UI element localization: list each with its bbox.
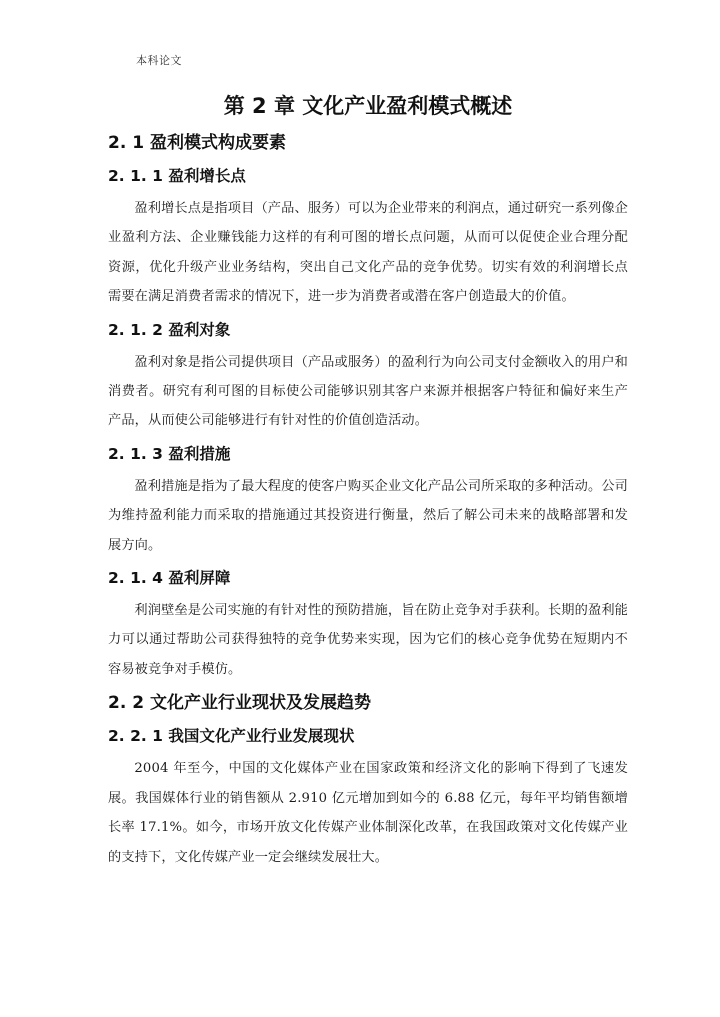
header-rule xyxy=(108,70,628,71)
subsection-title-2-1-1: 2. 1. 1 盈利增长点 xyxy=(108,167,246,185)
document-body xyxy=(108,88,628,876)
subsection-title-2-1-2: 2. 1. 2 盈利对象 xyxy=(108,320,231,339)
paragraph-2-1-4: 利润壁垒是公司实施的有针对性的预防措施，旨在防止竞争对手获利。长期的盈利能力可以通过帮助公司获得独特的竞争优势来实现，因为它们的核心竞争优势在短期内不容易被竞争对手模仿。 xyxy=(108,603,628,677)
paragraph-2-1-1: 盈利增长点是指项目（产品、服务）可以为企业带来的利润点，通过研究一系列像企业盈利方法、企业赚钱能力这样的有利可图的增长点问题，从而可以促使企业合理分配资源，优化升级产业业务结构，突出自己文化产品的竞争优势。切实有效的利润增长点需要在满足消费者需求的情况下，进一步为消费者或潜在客户创造最大的价值。 xyxy=(108,201,628,305)
running-header: 本科论文 xyxy=(136,54,182,67)
subsection-title-2-2-1: 2. 2. 1 我国文化产业行业发展现状 xyxy=(108,727,355,746)
paragraph-2-1-2: 盈利对象是指公司提供项目（产品或服务）的盈利行为向公司支付金额收入的用户和消费者。研究有利可图的目标使公司能够识别其客户来源并根据客户特征和偏好来生产产品，从而使公司能够进行有针对性的价值创造活动。 xyxy=(108,354,628,429)
section-title-2-1: 2. 1 盈利模式构成要素 xyxy=(108,133,286,153)
subsection-title-2-1-3: 2. 1. 3 盈利措施 xyxy=(108,444,231,463)
chapter-title: 第 2 章 文化产业盈利模式概述 xyxy=(223,94,513,118)
subsection-title-2-1-4: 2. 1. 4 盈利屏障 xyxy=(108,569,231,588)
paragraph-2-1-3: 盈利措施是指为了最大程度的使客户购买企业文化产品公司所采取的多种活动。公司为维持盈利能力而采取的措施通过其投资进行衡量，然后了解公司未来的战略部署和发展方向。 xyxy=(108,478,628,553)
section-title-2-2: 2. 2 文化产业行业现状及发展趋势 xyxy=(108,693,371,714)
paragraph-2-2-1: 2004 年至今，中国的文化媒体产业在国家政策和经济文化的影响下得到了飞速发展。我国媒体行业的销售额从 2.910 亿元增加到如今的 6.88 亿元，每年平均销售额增长率 17.1%。如今，市场开放文化传媒产业体制深化改革，在我国政策对文化传媒产业的支持下，文化传媒产业一定会继续发展壮大。 xyxy=(108,761,628,865)
